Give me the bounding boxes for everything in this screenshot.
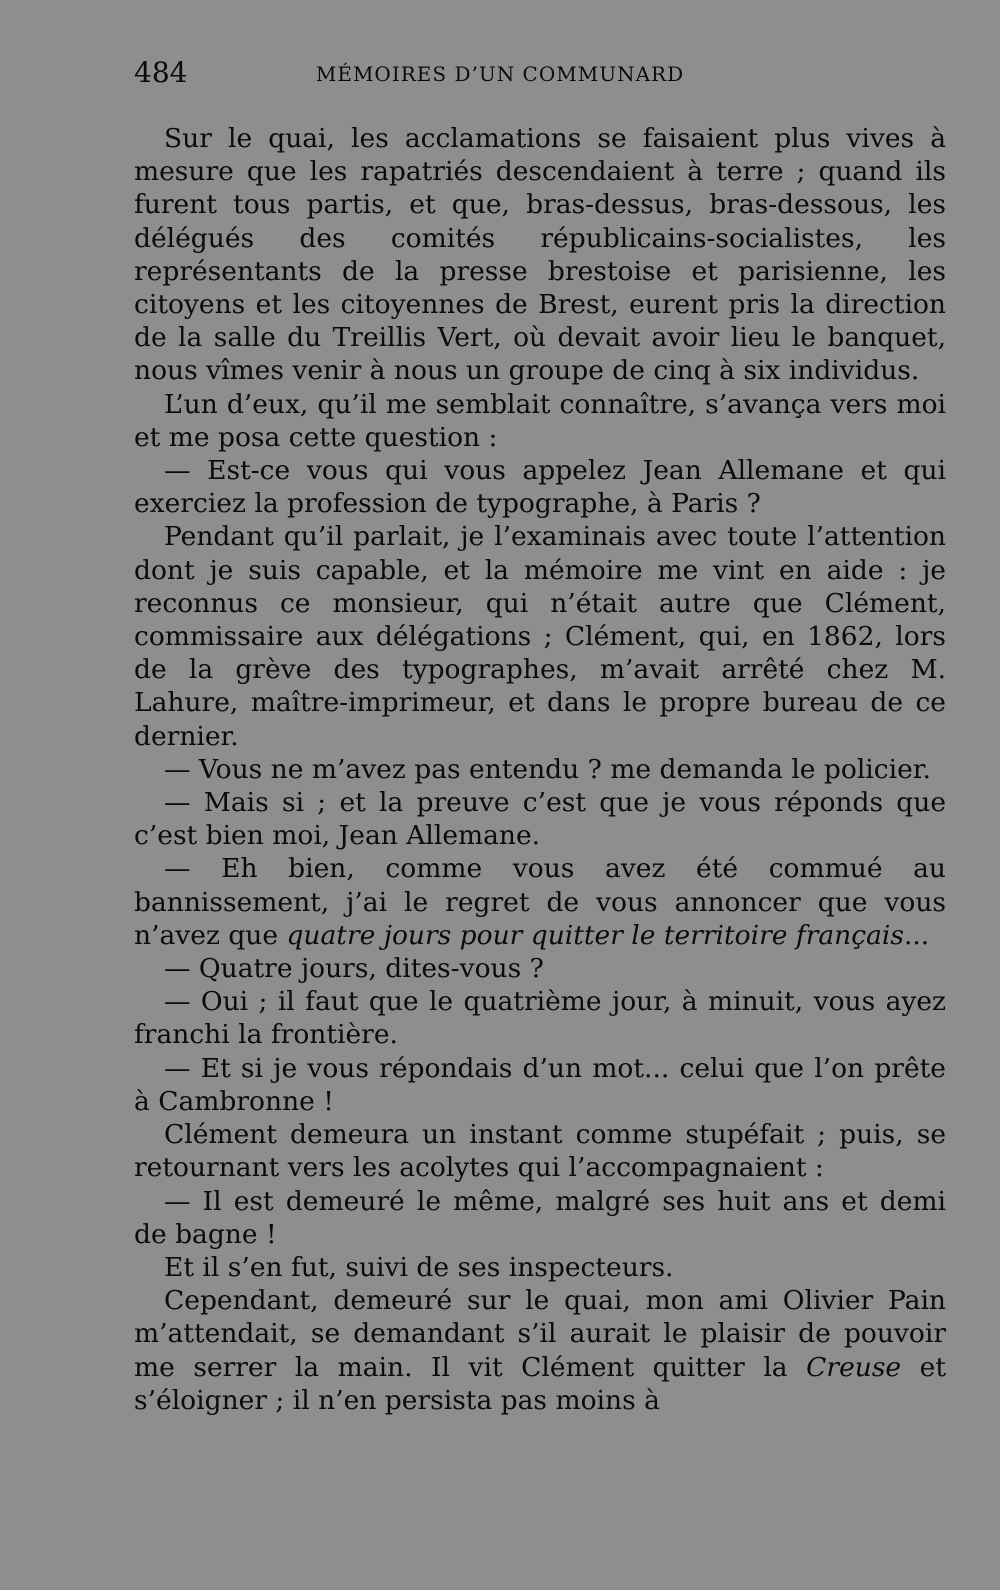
text-segment: et s’éloigner ; il n’en persista pas moins à (134, 1351, 946, 1416)
text-segment: Et il s’en fut, suivi de ses inspecteurs. (164, 1251, 674, 1283)
text-segment: Sur le quai, les acclamations se faisaient plus vives à mesure que les rapatriés descendaient à terre ; quand ils furent tous partis, et que, bras-dessus, bras-dessous, les délégués des comités républicains-socialistes, les représentants de la presse brestoise et parisienne, les citoyens et les citoyennes de Brest, eurent pris la direction de la salle du Treillis Vert, où devait avoir lieu le banquet, nous vîmes venir à nous un groupe de cinq à six individus. (134, 123, 946, 387)
dialogue-paragraph (134, 786, 946, 852)
text-segment: Clément demeura un instant comme stupéfait ; puis, se retournant vers les acolytes qui l’accompagnaient : (134, 1119, 946, 1184)
paragraph (134, 1251, 946, 1284)
text-segment: L’un d’eux, qu’il me semblait connaître, s’avança vers moi et me posa cette question : (134, 388, 946, 453)
text-segment: — Mais si ; et la preuve c’est que je vous réponds que c’est bien moi, Jean Allemane. (134, 787, 946, 852)
text-segment: ... (903, 919, 930, 951)
dialogue-paragraph (134, 952, 946, 985)
text-segment: — Eh bien, comme vous avez été commué au bannissement, j’ai le regret de vous annoncer que vous n’avez que (134, 853, 946, 951)
text-segment: — Oui ; il faut que le quatrième jour, à minuit, vous ayez franchi la frontière. (134, 986, 946, 1051)
text-segment: Cependant, demeuré sur le quai, mon ami Olivier Pain m’attendait, se demandant s’il aurait le plaisir de pouvoir me serrer la main. Il vit Clément quitter la (134, 1285, 946, 1383)
text-segment: — Il est demeuré le même, malgré ses huit ans et demi de bagne ! (134, 1185, 946, 1250)
text-segment: Pendant qu’il parlait, je l’examinais avec toute l’attention dont je suis capable, et la mémoire me vint en aide : je reconnus ce monsieur, qui n’était autre que Clément, commissaire aux délégations ; Clément, qui, en 1862, lors de la grève des typographes, m’avait arrêté chez M. Lahure, maître-imprimeur, et dans le propre bureau de ce dernier. (134, 521, 946, 752)
body-text (134, 122, 946, 1417)
paragraph (134, 520, 946, 752)
paragraph (134, 1284, 946, 1417)
dialogue-paragraph (134, 1185, 946, 1251)
text-segment: — Quatre jours, dites-vous ? (164, 953, 544, 985)
dialogue-paragraph (134, 1052, 946, 1118)
text-segment: — Vous ne m’avez pas entendu ? me demanda le policier. (164, 753, 931, 785)
page-number: 484 (134, 56, 188, 89)
dialogue-paragraph (134, 454, 946, 520)
text-segment: — Est-ce vous qui vous appelez Jean Allemane et qui exerciez la profession de typographe, à Paris ? (134, 455, 946, 520)
italic-text-segment: Creuse (806, 1351, 902, 1383)
paragraph (134, 388, 946, 454)
dialogue-paragraph (134, 753, 946, 786)
paragraph (134, 1118, 946, 1184)
running-title: MÉMOIRES D’UN COMMUNARD (315, 62, 685, 86)
italic-text-segment: quatre jours pour quitter le territoire français (286, 919, 904, 951)
text-segment: — Et si je vous répondais d’un mot... celui que l’on prête à Cambronne ! (134, 1052, 946, 1117)
paragraph (134, 122, 946, 388)
dialogue-paragraph (134, 852, 946, 952)
dialogue-paragraph (134, 985, 946, 1051)
